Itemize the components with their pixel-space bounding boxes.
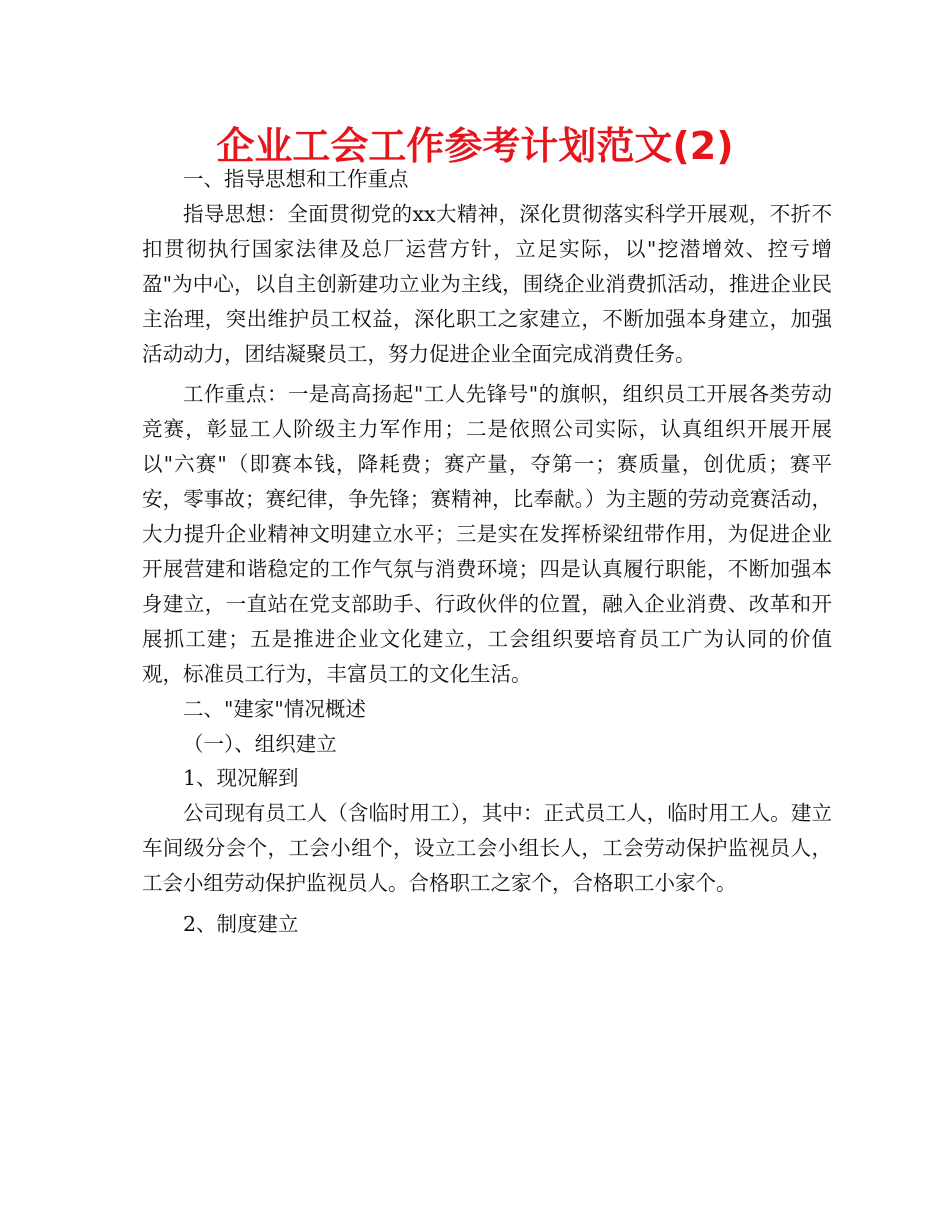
item-heading-system: 2、制度建立 xyxy=(183,912,299,937)
item-heading-status: 1、现况解到 xyxy=(183,766,299,791)
paragraph-guiding-ideology: 指导思想：全面贯彻党的xx大精神，深化贯彻落实科学开展观，不折不扣贯彻执行国家法律及总厂运营方针，立足实际，以"挖潜增效、控亏增盈"为中心，以自主创新建功立业为主线，围绕企业消费抓活动，推进企业民主治理，突出维护员工权益，深化职工之家建立，不断加强本身建立，加强活动动力，团结凝聚员工，努力促进企业全面完成消费任务。 xyxy=(142,201,832,366)
section-heading-2: 二、"建家"情况概述 xyxy=(183,696,366,721)
document-body xyxy=(142,162,832,942)
document-title: 企业工会工作参考计划范文(2) xyxy=(216,124,734,168)
paragraph-staff-status: 公司现有员工人（含临时用工），其中：正式员工人，临时用工人。建立车间级分会个，工会小组个，设立工会小组长人，工会劳动保护监视员人，工会小组劳动保护监视员人。合格职工之家个，合格职工小家个。 xyxy=(142,801,832,896)
paragraph-work-focus: 工作重点：一是高高扬起"工人先锋号"的旗帜，组织员工开展各类劳动竞赛，彰显工人阶级主力军作用；二是依照公司实际，认真组织开展开展以"六赛"（即赛本钱，降耗费；赛产量，夺第一；赛质量，创优质；赛平安，零事故；赛纪律，争先锋；赛精神，比奉献。）为主题的劳动竞赛活动，大力提升企业精神文明建立水平；三是实在发挥桥梁纽带作用，为促进企业开展营建和谐稳定的工作气氛与消费环境；四是认真履行职能，不断加强本身建立，一直站在党支部助手、行政伙伴的位置，融入企业消费、改革和开展抓工建；五是推进企业文化建立，工会组织要培育员工广为认同的价值观，标准员工行为，丰富员工的文化生活。 xyxy=(142,382,832,686)
subsection-heading-organization: （一）、组织建立 xyxy=(183,731,337,756)
section-heading-1: 一、指导思想和工作重点 xyxy=(183,167,409,191)
